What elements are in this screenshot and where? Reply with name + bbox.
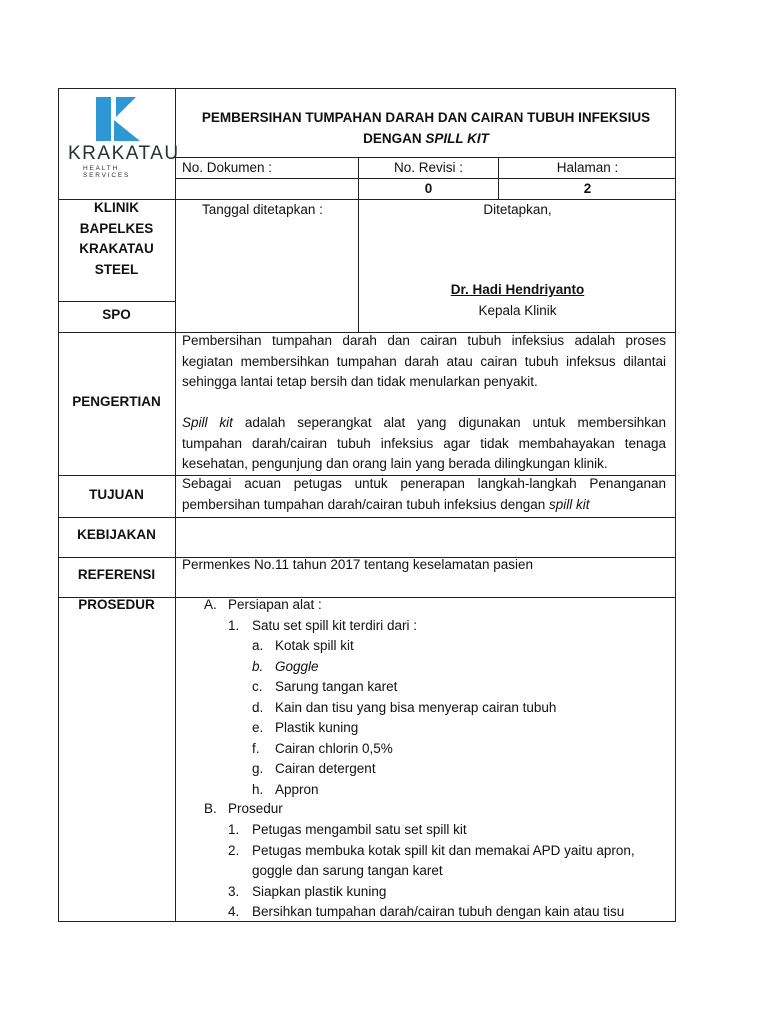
- krakatau-logo-mark-icon: [96, 97, 140, 141]
- list-item: b.: [252, 658, 264, 674]
- list-item-text: Plastik kuning: [275, 720, 359, 735]
- logo-subtitle: HEALTH SERVICES: [83, 165, 131, 179]
- krakatau-logo: [68, 94, 180, 194]
- step-text: Petugas membuka kotak spill kit dan memakai APD yaitu apron,: [252, 842, 635, 858]
- list-item-text: Kotak spill kit: [275, 638, 354, 653]
- referensi-label: REFERENSI: [77, 567, 156, 582]
- revision-label: No. Revisi :: [393, 160, 464, 175]
- prosedur-label: PROSEDUR: [78, 597, 155, 612]
- spo-document: [58, 88, 676, 922]
- title-line-2: DENGAN SPILL KIT: [363, 130, 489, 146]
- list-item: h.: [252, 781, 264, 797]
- signer-name: Dr. Hadi Hendriyanto: [450, 282, 585, 297]
- list-item: a.: [252, 638, 264, 653]
- list-item: g.: [252, 761, 264, 776]
- item-a1-marker: 1.: [228, 618, 240, 633]
- list-item: c.: [252, 679, 263, 694]
- referensi-text: Permenkes No.11 tahun 2017 tentang keselamatan pasien: [182, 557, 533, 572]
- tujuan-text: Sebagai acuan petugas untuk penerapan langkah-langkah Penanganan pembersihan tumpahan darah/cairan tubuh infeksius dengan spill kit: [182, 476, 666, 512]
- pengertian-text: Pembersihan tumpahan darah dan cairan tubuh infeksius adalah proses kegiatan membersihkan tumpahan darah atau cairan tubuh infeksus dilantai sehingga lantai tetap bersih dan tidak menularkan penyakit. Spill kit adalah seperangkat alat yang digunakan untuk membersihkan tumpahan darah/cairan tubuh infeksius agar tidak membahayakan tenaga kesehatan, pengunjung dan orang lain yang berada dilingkungan klinik.: [182, 333, 666, 471]
- list-item-text: Cairan detergent: [275, 761, 376, 776]
- spo-label: SPO: [102, 307, 131, 322]
- item-a1-title: Satu set spill kit terdiri dari :: [252, 618, 418, 633]
- list-item-text: Cairan chlorin 0,5%: [275, 740, 393, 756]
- logo-name: KRAKATAU: [68, 143, 180, 164]
- list-item-text: Sarung tangan karet: [275, 679, 398, 694]
- step-text: Siapkan plastik kuning: [252, 883, 387, 899]
- date-set-label: Tanggal ditetapkan :: [202, 202, 323, 217]
- column-divider: [175, 88, 176, 922]
- title-line-1: PEMBERSIHAN TUMPAHAN DARAH DAN CAIRAN TUBUH INFEKSIUS: [201, 110, 651, 125]
- step-marker: 3.: [228, 883, 240, 899]
- section-a-title: Persiapan alat :: [228, 597, 322, 612]
- page-label: Halaman :: [556, 160, 619, 175]
- section-a-marker: A.: [204, 597, 217, 612]
- tujuan-label: TUJUAN: [89, 487, 144, 502]
- doc-number-label: No. Dokumen :: [182, 160, 273, 175]
- section-b-title: Prosedur: [228, 801, 283, 816]
- document-title: [176, 108, 676, 149]
- approved-label: Ditetapkan,: [483, 202, 552, 217]
- step-text: Petugas mengambil satu set spill kit: [252, 822, 467, 837]
- signer-role: Kepala Klinik: [478, 303, 557, 318]
- list-item-text: Kain dan tisu yang bisa menyerap cairan tubuh: [275, 699, 557, 715]
- list-item-text: Appron: [275, 781, 319, 797]
- pengertian-label: PENGERTIAN: [72, 394, 161, 409]
- list-item: f.: [252, 740, 260, 756]
- step-text-cont: goggle dan sarung tangan karet: [252, 863, 443, 878]
- step-marker: 4.: [228, 904, 240, 919]
- step-marker: 1.: [228, 822, 240, 837]
- list-item: d.: [252, 699, 264, 715]
- page-value: 2: [583, 181, 592, 196]
- step-marker: 2.: [228, 842, 240, 858]
- step-text: Bersihkan tumpahan darah/cairan tubuh dengan kain atau tisu: [252, 904, 625, 919]
- clinic-name: KLINIK BAPELKES KRAKATAU STEEL: [79, 200, 154, 278]
- list-item: e.: [252, 720, 264, 735]
- kebijakan-label: KEBIJAKAN: [77, 527, 156, 542]
- section-b-marker: B.: [204, 801, 217, 816]
- list-item-text: Goggle: [275, 658, 319, 674]
- revision-value: 0: [424, 181, 433, 196]
